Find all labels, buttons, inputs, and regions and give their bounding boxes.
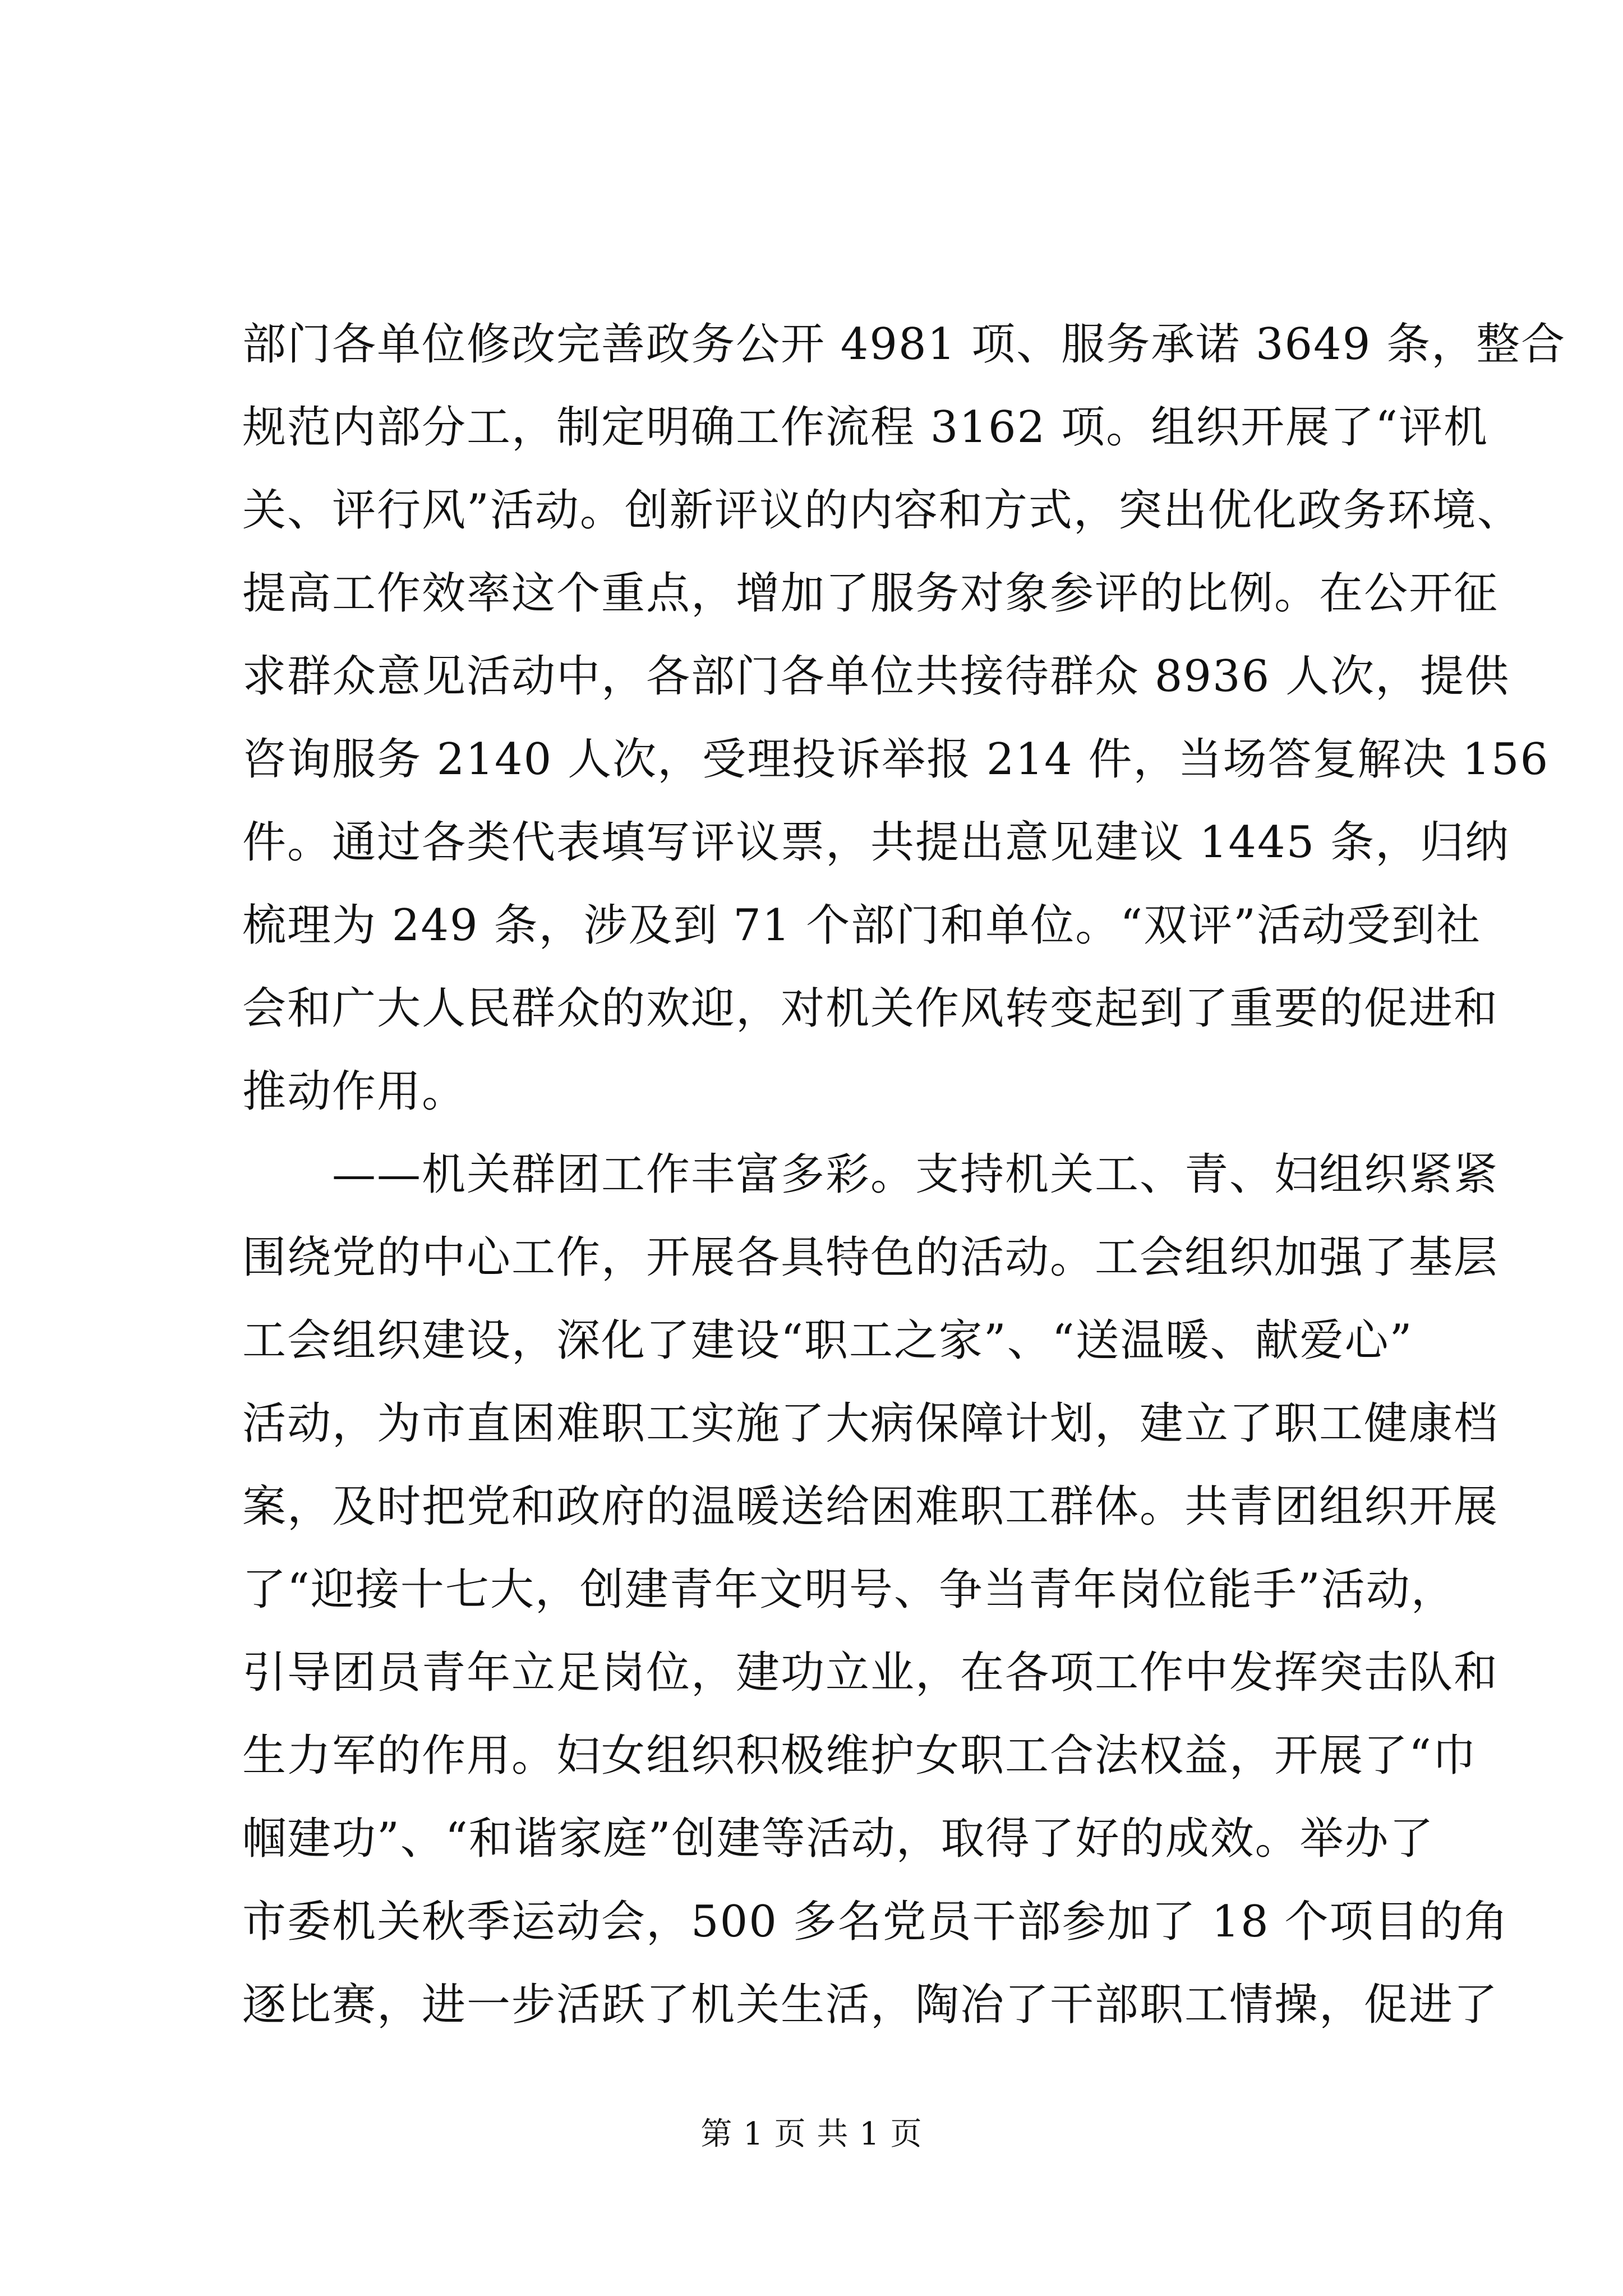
text-line: 围绕党的中心工作，开展各具特色的活动。工会组织加强了基层 <box>242 1232 1499 1283</box>
text-line: 了“迎接十七大，创建青年文明号、争当青年岗位能手”活动， <box>242 1565 1456 1615</box>
text-line: 工会组织建设，深化了建设“职工之家”、“送温暖、献爱心” <box>242 1315 1413 1366</box>
text-line: 生力军的作用。妇女组织积极维护女职工合法权益，开展了“巾 <box>242 1731 1477 1781</box>
text-line: 帼建功”、“和谐家庭”创建等活动，取得了好的成效。举办了 <box>242 1814 1435 1864</box>
text-line: 件。通过各类代表填写评议票，共提出意见建议 1445 条，归纳 <box>242 817 1510 868</box>
text-line: 梳理为 249 条，涉及到 71 个部门和单位。“双评”活动受到社 <box>242 900 1482 951</box>
text-line: 提高工作效率这个重点，增加了服务对象参评的比例。在公开征 <box>242 568 1499 619</box>
body-text <box>242 303 1566 2046</box>
text-line: 咨询服务 2140 人次，受理投诉举报 214 件，当场答复解决 156 <box>242 734 1550 785</box>
text-line: 部门各单位修改完善政务公开 4981 项、服务承诺 3649 条，整合 <box>242 319 1566 370</box>
text-line: 关、评行风”活动。创新评议的内容和方式，突出优化政务环境、 <box>242 485 1522 536</box>
text-line: 规范内部分工，制定明确工作流程 3162 项。组织开展了“评机 <box>242 402 1488 453</box>
text-line: 活动，为市直困难职工实施了大病保障计划，建立了职工健康档 <box>242 1398 1499 1449</box>
text-line: 会和广大人民群众的欢迎，对机关作风转变起到了重要的促进和 <box>242 983 1499 1034</box>
text-line: 推动作用。 <box>242 1066 467 1117</box>
page-number-footer: 第 1 页 共 1 页 <box>700 2116 923 2152</box>
text-line: 逐比赛，进一步活跃了机关生活，陶冶了干部职工情操，促进了 <box>242 1980 1499 2030</box>
text-line: 引导团员青年立足岗位，建功立业，在各项工作中发挥突击队和 <box>242 1648 1499 1698</box>
text-line: 求群众意见活动中，各部门各单位共接待群众 8936 人次，提供 <box>242 651 1510 702</box>
paragraph-start-line: ——机关群团工作丰富多彩。支持机关工、青、妇组织紧紧 <box>332 1149 1499 1200</box>
text-line: 案，及时把党和政府的温暖送给困难职工群体。共青团组织开展 <box>242 1481 1499 1532</box>
text-line: 市委机关秋季运动会，500 多名党员干部参加了 18 个项目的角 <box>242 1897 1509 1947</box>
